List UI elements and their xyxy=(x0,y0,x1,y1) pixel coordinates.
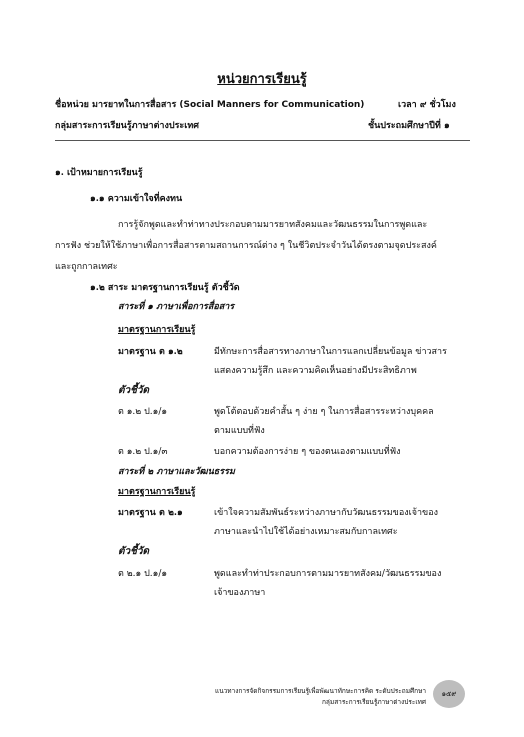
unit-name: ชื่อหน่วย มารยาทในการสื่อสาร (Social Manners for Communication) xyxy=(55,100,365,110)
indicator-code: ต ๑.๒ ป.๑/๓ xyxy=(118,447,168,457)
footer-line: กลุ่มสาระการเรียนรู้ภาษาต่างประเทศ xyxy=(322,698,426,706)
indicator-text: ตามแบบที่ฟัง xyxy=(214,426,265,436)
standard-code: มาตรฐาน ต ๑.๒ xyxy=(118,347,183,357)
footer-line: แนวทางการจัดกิจกรรมการเรียนรู้เพื่อพัฒนาทักษะการคิด ระดับประถมศึกษา xyxy=(215,687,426,695)
subsection-heading-enduring-understanding: ๑.๑ ความเข้าใจที่คงทน xyxy=(90,194,183,204)
unit-duration: เวลา ๙ ชั่วโมง xyxy=(398,100,456,110)
paragraph-line: การฟัง ช่วยให้ใช้ภาษาเพื่อการสื่อสารตามสถานการณ์ต่าง ๆ ในชีวิตประจำวันได้ตรงตามจุดประสงค์ xyxy=(55,241,437,251)
indicators-label: ตัวชี้วัด xyxy=(118,385,150,396)
indicator-code: ต ๑.๒ ป.๑/๑ xyxy=(118,407,168,417)
paragraph-line: และถูกกาลเทศะ xyxy=(55,262,118,272)
section-heading-learning-goals: ๑. เป้าหมายการเรียนรู้ xyxy=(55,168,143,178)
standards-label: มาตรฐานการเรียนรู้ xyxy=(118,487,196,497)
indicator-text: เจ้าของภาษา xyxy=(214,588,266,598)
header-divider xyxy=(55,140,470,141)
standards-label: มาตรฐานการเรียนรู้ xyxy=(118,325,196,335)
standard-code: มาตรฐาน ต ๒.๑ xyxy=(118,508,183,518)
standard-text: ภาษาและนำไปใช้ได้อย่างเหมาะสมกับกาลเทศะ xyxy=(214,527,398,537)
page-number-badge: ๑๕๙ xyxy=(433,680,465,708)
grade-level: ชั้นประถมศึกษาปีที่ ๑ xyxy=(368,121,450,131)
standard-text: เข้าใจความสัมพันธ์ระหว่างภาษากับวัฒนธรรมของเจ้าของ xyxy=(214,508,438,518)
paragraph-line: การรู้จักพูดและทำท่าทางประกอบตามมารยาทสังคมและวัฒนธรรมในการพูดและ xyxy=(118,220,428,230)
page-title: หน่วยการเรียนรู้ xyxy=(217,72,307,87)
strand-heading: สาระที่ ๑ ภาษาเพื่อการสื่อสาร xyxy=(118,302,235,312)
standard-text: แสดงความรู้สึก และความคิดเห็นอย่างมีประสิทธิภาพ xyxy=(214,366,417,376)
subject-group: กลุ่มสาระการเรียนรู้ภาษาต่างประเทศ xyxy=(55,121,199,131)
subsection-heading-standards: ๑.๒ สาระ มาตรฐานการเรียนรู้ ตัวชี้วัด xyxy=(90,283,240,293)
indicators-label: ตัวชี้วัด xyxy=(118,546,150,557)
indicator-text: บอกความต้องการง่าย ๆ ของตนเองตามแบบที่ฟัง xyxy=(214,447,401,457)
indicator-text: พูดและทำท่าประกอบการตามมารยาทสังคม/วัฒนธรรมของ xyxy=(214,569,442,579)
standard-text: มีทักษะการสื่อสารทางภาษาในการแลกเปลี่ยนข้อมูล ข่าวสาร xyxy=(214,347,447,357)
indicator-code: ต ๒.๑ ป.๑/๑ xyxy=(118,569,168,579)
strand-heading: สาระที่ ๒ ภาษาและวัฒนธรรม xyxy=(118,467,235,477)
indicator-text: พูดโต้ตอบด้วยคำสั้น ๆ ง่าย ๆ ในการสื่อสารระหว่างบุคคล xyxy=(214,407,434,417)
